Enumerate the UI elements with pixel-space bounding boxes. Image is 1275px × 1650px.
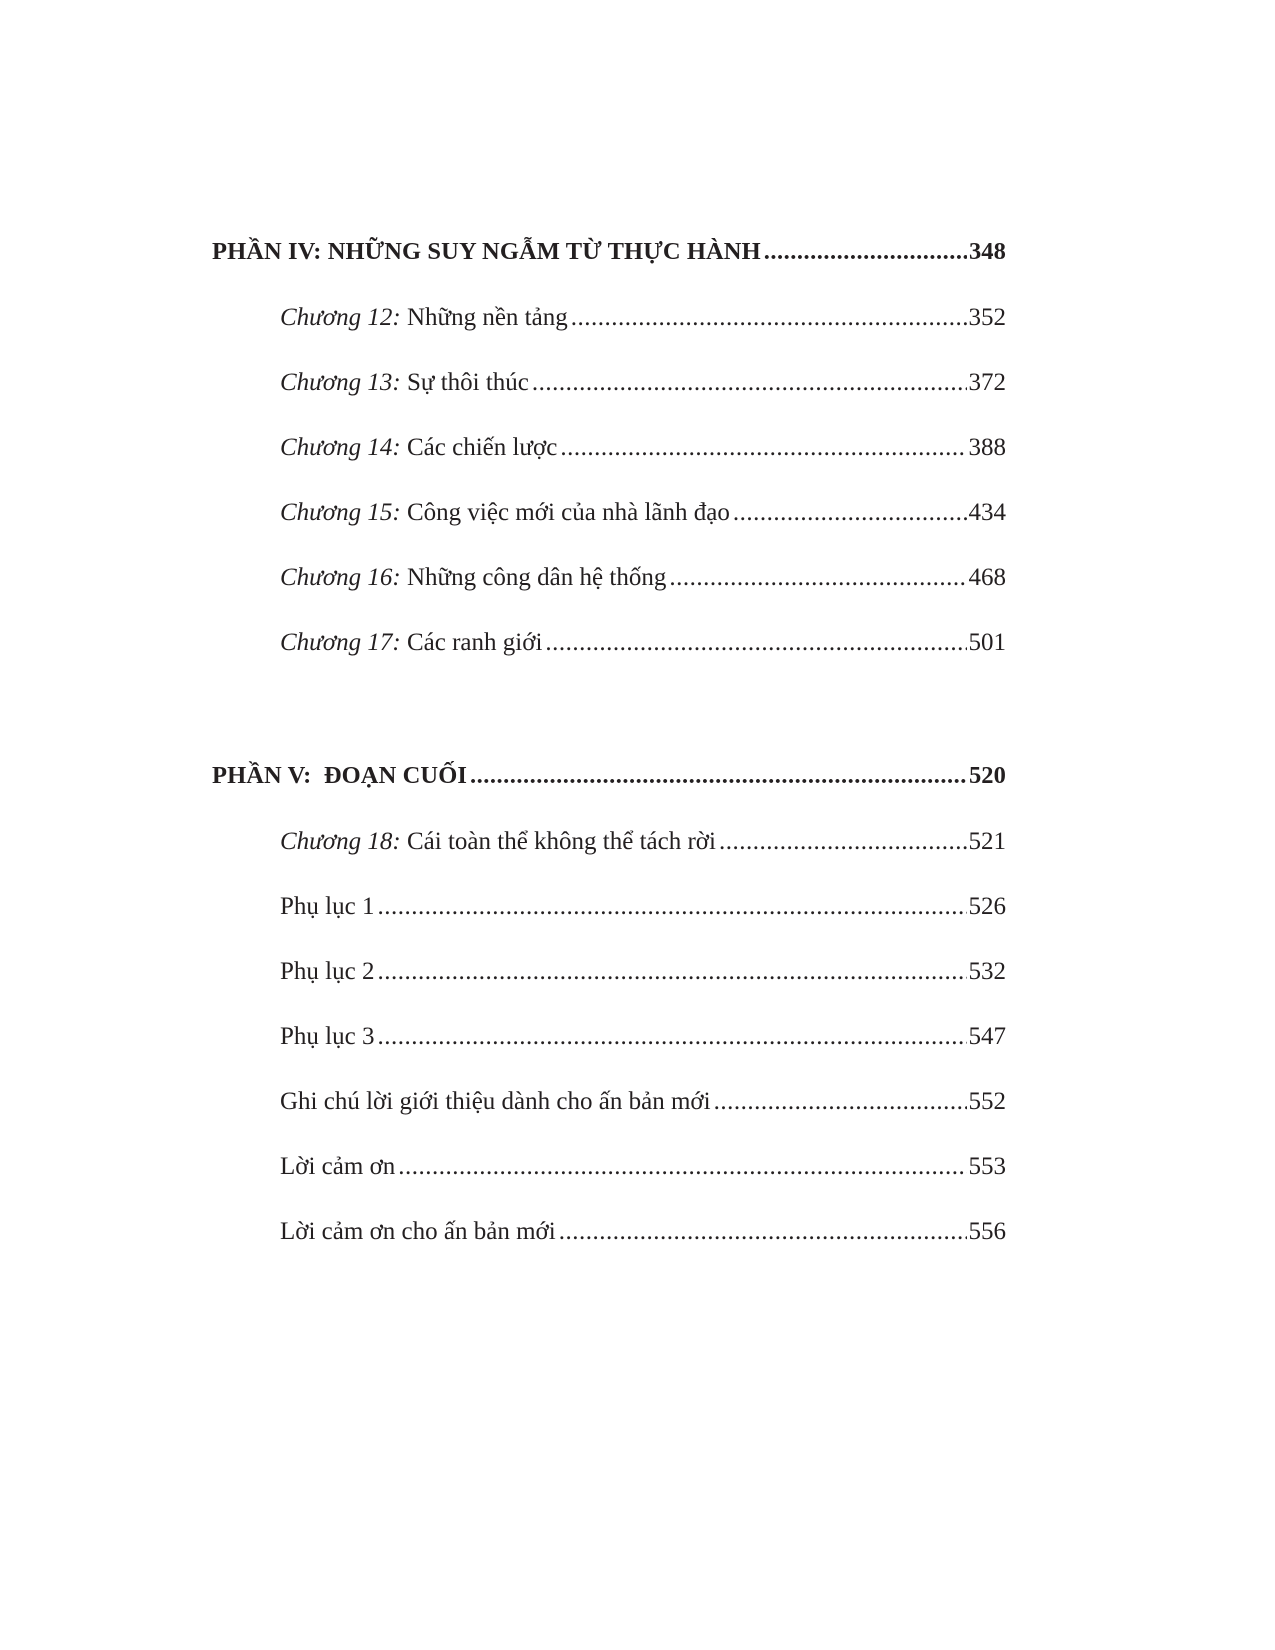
chapter-label: Chương 18: — [280, 828, 401, 855]
toc-entry-chapter-16[interactable] — [280, 560, 1006, 596]
page-number: 501 — [968, 629, 1006, 656]
page-number: 547 — [968, 1023, 1006, 1050]
page-number: 348 — [968, 238, 1006, 265]
chapter-label: Chương 17: — [280, 629, 401, 656]
page-number: 552 — [968, 1088, 1006, 1115]
page-number: 556 — [968, 1218, 1006, 1245]
page-number: 526 — [968, 893, 1006, 920]
page-number: 520 — [968, 762, 1006, 789]
chapter-label: Chương 15: — [280, 499, 401, 526]
toc-entry-new-edition-intro-notes[interactable] — [280, 1084, 1006, 1120]
dot-leader — [470, 758, 967, 794]
dot-leader — [764, 234, 967, 270]
page-number: 352 — [968, 304, 1006, 331]
toc-entry-chapter-18[interactable] — [280, 824, 1006, 860]
entry-title: Những công dân hệ thống — [406, 564, 667, 591]
page-number: 372 — [968, 369, 1006, 396]
toc-entry-chapter-13[interactable] — [280, 365, 1006, 401]
dot-leader — [719, 824, 967, 860]
entry-title: Các ranh giới — [406, 629, 543, 656]
entry-title: Phụ lục 2 — [280, 958, 375, 985]
part-heading[interactable] — [212, 234, 1006, 270]
chapter-label: Chương 14: — [280, 434, 401, 461]
dot-leader — [559, 1214, 967, 1250]
toc-entry-appendix-1[interactable] — [280, 889, 1006, 925]
entry-title: Các chiến lược — [406, 434, 558, 461]
toc-part-4 — [212, 234, 1006, 661]
dot-leader — [714, 1084, 967, 1120]
entry-title: Cái toàn thể không thể tách rời — [406, 828, 716, 855]
dot-leader — [377, 1019, 966, 1055]
part-title: PHẦN V: ĐOẠN CUỐI — [212, 762, 467, 789]
dot-leader — [377, 889, 966, 925]
toc-entry-chapter-15[interactable] — [280, 495, 1006, 531]
toc-entry-new-edition-acknowledgements[interactable] — [280, 1214, 1006, 1250]
part-heading[interactable] — [212, 758, 1006, 794]
toc-entry-acknowledgements[interactable] — [280, 1149, 1006, 1185]
entry-title: Phụ lục 1 — [280, 893, 375, 920]
page-number: 388 — [968, 434, 1006, 461]
dot-leader — [532, 365, 967, 401]
entry-title: Phụ lục 3 — [280, 1023, 375, 1050]
dot-leader — [733, 495, 967, 531]
entry-title: Lời cảm ơn — [280, 1153, 396, 1180]
page-number: 532 — [968, 958, 1006, 985]
toc-entry-appendix-3[interactable] — [280, 1019, 1006, 1055]
dot-leader — [545, 625, 966, 661]
page-number: 521 — [968, 828, 1006, 855]
part-title: PHẦN IV: NHỮNG SUY NGẪM TỪ THỰC HÀNH — [212, 238, 761, 265]
entry-title: Lời cảm ơn cho ấn bản mới — [280, 1218, 556, 1245]
dot-leader — [571, 300, 967, 336]
chapter-label: Chương 12: — [280, 304, 401, 331]
toc-entry-appendix-2[interactable] — [280, 954, 1006, 990]
page-number: 553 — [968, 1153, 1006, 1180]
entry-title: Sự thôi thúc — [406, 369, 529, 396]
toc-entry-chapter-17[interactable] — [280, 625, 1006, 661]
dot-leader — [560, 430, 966, 466]
toc-entry-chapter-14[interactable] — [280, 430, 1006, 466]
toc-entry-chapter-12[interactable] — [280, 300, 1006, 336]
chapter-label: Chương 13: — [280, 369, 401, 396]
dot-leader — [377, 954, 966, 990]
dot-leader — [398, 1149, 966, 1185]
entry-title: Công việc mới của nhà lãnh đạo — [406, 499, 730, 526]
entry-title: Ghi chú lời giới thiệu dành cho ấn bản mới — [280, 1088, 711, 1115]
chapter-label: Chương 16: — [280, 564, 401, 591]
page-number: 434 — [968, 499, 1006, 526]
entry-title: Những nền tảng — [406, 304, 568, 331]
dot-leader — [669, 560, 966, 596]
toc-part-5 — [212, 758, 1006, 1250]
page-number: 468 — [968, 564, 1006, 591]
